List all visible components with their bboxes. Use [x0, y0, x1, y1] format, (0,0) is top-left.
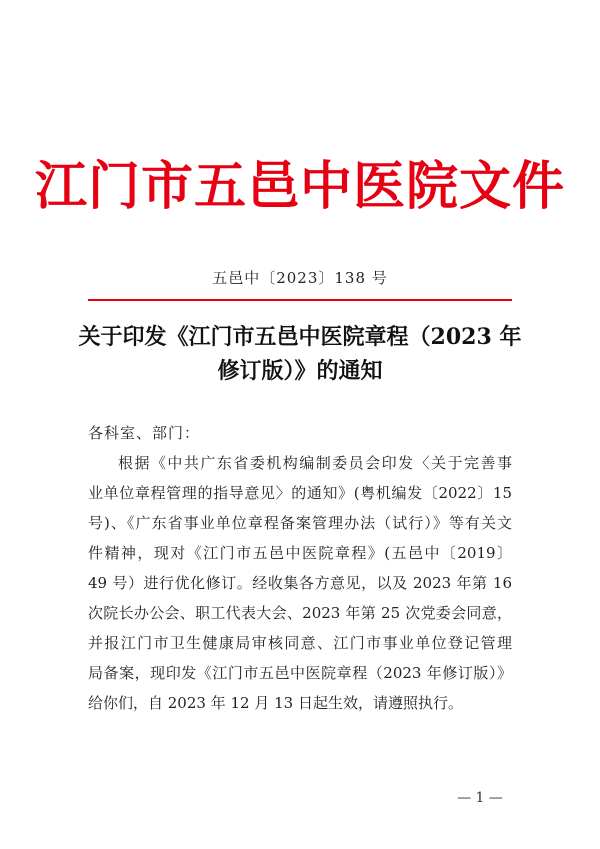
document-title-line-1: 关于印发《江门市五邑中医院章程（2023 年 [78, 324, 522, 350]
body-line: 业单位章程管理的指导意见〉的通知》(粤机编发〔2022〕15 [88, 484, 512, 502]
body-line: 局备案，现印发《江门市五邑中医院章程（2023 年修订版）》 [88, 664, 512, 682]
addressee: 各科室、部门： [88, 424, 201, 442]
body-line: 49 号）进行优化修订。经收集各方意见，以及 2023 年第 16 [88, 574, 512, 592]
document-title-line-2: 修订版）》的通知 [217, 358, 383, 384]
document-title [60, 320, 540, 388]
red-separator-line [88, 299, 512, 301]
body-line: 件精神，现对《江门市五邑中医院章程》(五邑中〔2019〕 [88, 544, 512, 562]
page-number: — 1 — [457, 790, 503, 806]
body-line: 并报江门市卫生健康局审核同意、江门市事业单位登记管理 [88, 634, 512, 652]
body-line: 号)、《广东省事业单位章程备案管理办法（试行）》等有关文 [88, 514, 512, 532]
body-line: 根据《中共广东省委机构编制委员会印发〈关于完善事 [118, 454, 512, 472]
body-paragraph [88, 448, 512, 718]
body-line: 给你们，自 2023 年 12 月 13 日起生效，请遵照执行。 [88, 694, 463, 712]
document-number: 五邑中〔2023〕138 号 [212, 269, 388, 287]
issuing-organization-title: 江门市五邑中医院文件 [34, 156, 565, 217]
body-line: 次院长办公会、职工代表大会、2023 年第 25 次党委会同意， [88, 604, 512, 622]
